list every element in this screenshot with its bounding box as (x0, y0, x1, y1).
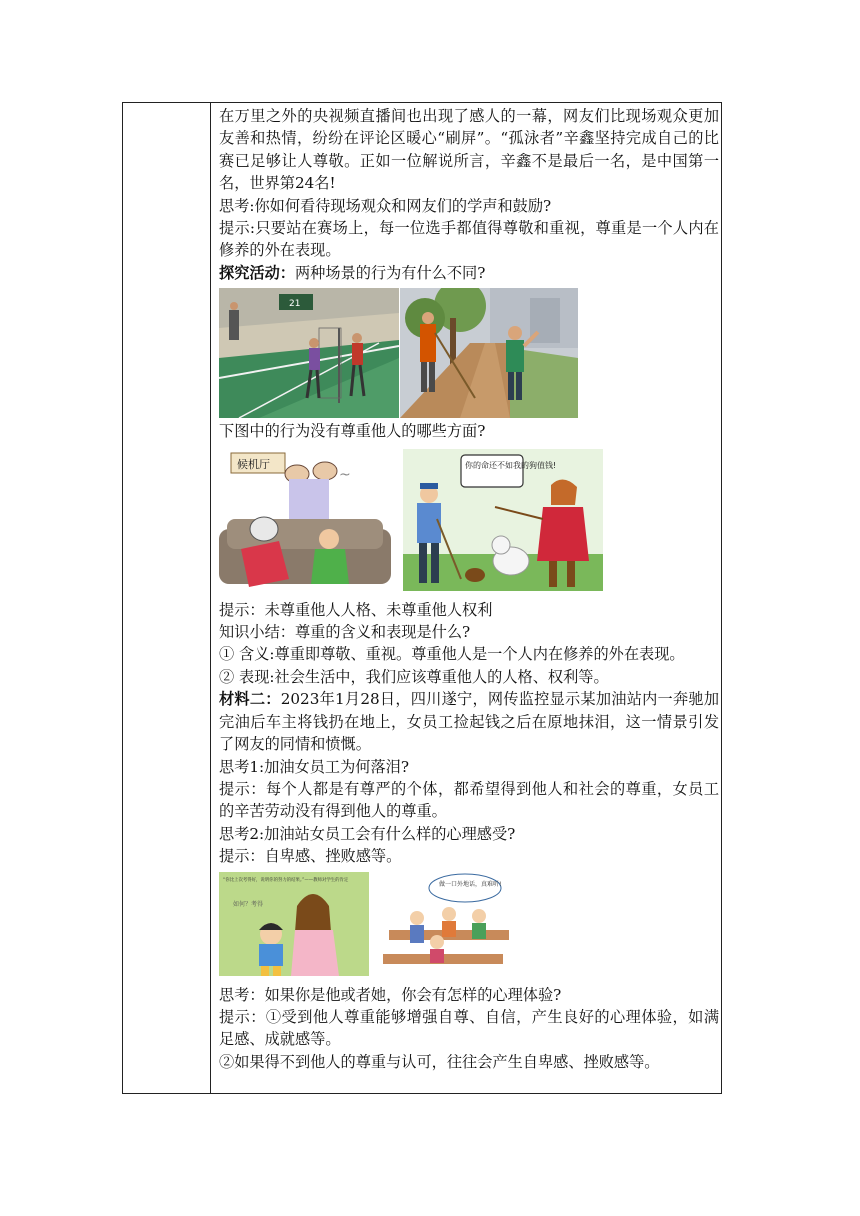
street-sweeper-illustration (400, 288, 578, 418)
paragraph: ② 表现:社会生活中，我们应该尊重他人的人格、权利等。 (219, 667, 609, 686)
image-row-1 (219, 288, 719, 418)
paragraph: 思考：如果你是他或者她，你会有怎样的心理体验? (219, 985, 562, 1004)
paragraph: 提示：①受到他人尊重能够增强自尊、自信，产生良好的心理体验，如满足感、成就感等。 (219, 1007, 719, 1049)
svg-text:~: ~ (339, 466, 351, 483)
paragraph: 思考2:加油站女员工会有什么样的心理感受? (219, 824, 516, 843)
paragraph: 提示:只要站在赛场上，每一位选手都值得尊敬和重视，尊重是一个人内在修养的外在表现。 (219, 219, 719, 260)
image-row-3 (219, 872, 719, 976)
material-two-label: 材料二： (219, 690, 281, 709)
dog-owner-illustration (403, 449, 603, 591)
lounge-sign: 候机厅 (237, 457, 270, 471)
paragraph: 知识小结：尊重的含义和表现是什么? (219, 623, 471, 642)
image-row-2 (219, 449, 719, 591)
teacher-caption: “你比上次考得好，说明你的努力的结果。”——教师对学生的肯定 (223, 877, 349, 883)
teacher-praise-illustration (219, 872, 369, 976)
dog-speech-bubble: 你的命还不如我的狗值钱! (465, 460, 557, 470)
paragraph: 思考:你如何看待现场观众和网友们的学声和鼓励? (219, 196, 552, 215)
scoreboard-number: 21 (289, 299, 301, 310)
activity-label: 探究活动： (219, 263, 295, 282)
kid-bubble: 如何？考得 (233, 900, 264, 908)
paragraph: ① 含义:尊重即尊敬、重视。尊重他人是一个人内在修养的外在表现。 (219, 645, 685, 664)
airport-lounge-illustration (219, 449, 391, 591)
table-content-cell (219, 105, 719, 1073)
material-two-text: 2023年1月28日，四川遂宁，网传监控显示某加油站内一奔驰加完油后车主将钱扔在地上，女员工捡起钱之后在原地抹泪，这一情景引发了网友的同情和愤慨。 (219, 690, 720, 754)
material-two (219, 688, 719, 755)
activity-line (219, 262, 719, 284)
table-left-column (123, 103, 211, 1093)
paragraph: 提示：未尊重他人人格、未尊重他人权利 (219, 600, 493, 619)
paragraph: 下图中的行为没有尊重他人的哪些方面? (219, 422, 486, 441)
document-table (122, 102, 722, 1094)
activity-text: 两种场景的行为有什么不同? (294, 263, 486, 282)
paragraph: 提示：自卑感、挫败感等。 (219, 847, 402, 866)
classroom-illustration (379, 872, 517, 976)
paragraph: 思考1:加油女员工为何落泪? (219, 757, 409, 776)
classroom-bubble: 做一口外地话，真难听! (439, 880, 502, 888)
paragraph: ②如果得不到他人的尊重与认可，往往会产生自卑感、挫败感等。 (219, 1052, 660, 1071)
paragraph: 提示：每个人都是有尊严的个体，都希望得到他人和社会的尊重，女员工的辛苦劳动没有得到他人的尊重。 (219, 779, 719, 821)
paragraph: 在万里之外的央视频直播间也出现了感人的一幕，网友们比现场观众更加友善和热情，纷纷在评论区暖心“刷屏”。“孤泳者”辛鑫坚持完成自己的比赛已足够让人尊敬。正如一位解说所言，辛鑫不是最后一名，是中国第一名，世界第24名! (219, 107, 719, 193)
badminton-court-illustration (219, 288, 399, 418)
